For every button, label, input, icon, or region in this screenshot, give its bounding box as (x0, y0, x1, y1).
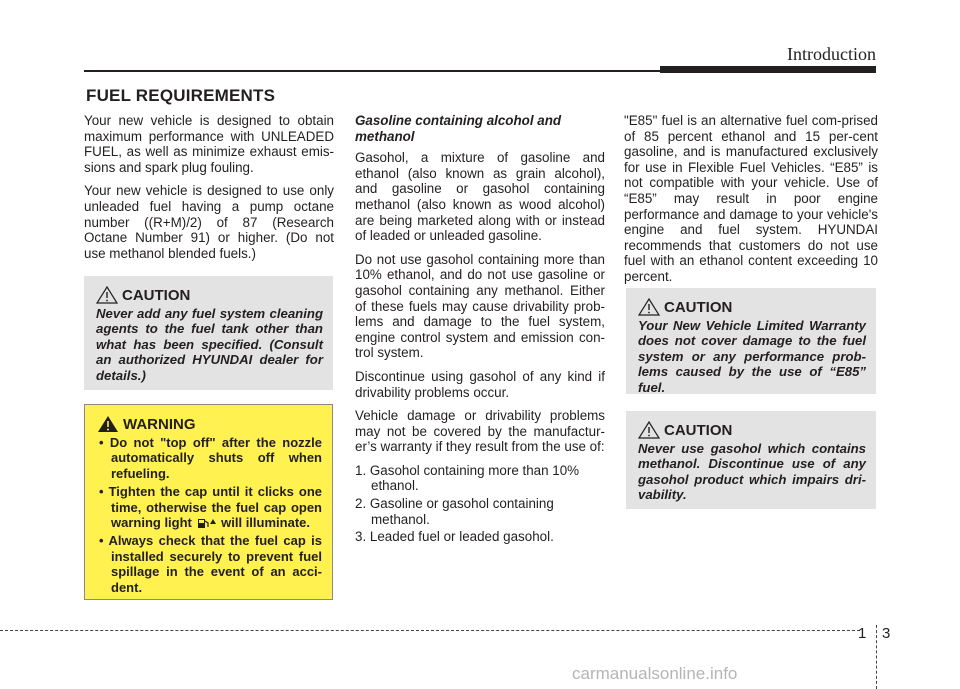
caution-triangle-icon (638, 298, 660, 316)
list-item: 1. Gasohol containing more than 10% ethanol. (355, 462, 580, 494)
caution-triangle-icon (96, 286, 118, 304)
warning-label: WARNING (123, 415, 196, 433)
gasohol-paragraph-2: Do not use gasohol containing more than 10% ethanol, and do not use gasoline or gasohol containing any methanol. Either of these fuels may cause drivability prob-lems and damage to the fuel system, engine control system and emission con-trol system. (355, 251, 605, 361)
caution-text: Never add any fuel system cleaning agents to the fuel tank other than what has been specified. (Consult an authorized HYUNDAI dealer for details.) (96, 306, 323, 383)
section-title: FUEL REQUIREMENTS (86, 86, 276, 105)
fuel-cap-warning-icon (196, 516, 218, 529)
footer-dash-line (0, 630, 860, 631)
warning-item-1: • Do not "top off" after the nozzle automatically shuts off when refueling. (99, 435, 322, 481)
caution-box-2 (626, 288, 876, 394)
gasohol-paragraph-4: Vehicle damage or drivability problems may not be covered by the manufactur-er’s warranty if they result from the use of: (355, 408, 605, 455)
column-3 (624, 113, 878, 293)
caution-header (638, 421, 866, 439)
e85-paragraph: "E85" fuel is an alternative fuel com-prised of 85 percent ethanol and 15 per-cent gasoline, and is manufactured exclusively for use in Flexible Fuel Vehicles. “E85” is not compatible with your vehicle. Use of “E85” may result in poor engine performance and damage to your vehicle's engine and fuel system. HYUNDAI recommends that customers do not use fuel with an ethanol content exceeding 10 percent. (624, 113, 878, 284)
header-title: Introduction (787, 44, 876, 64)
caution-header (638, 298, 866, 316)
gasohol-list (355, 463, 605, 545)
column-1 (84, 113, 334, 269)
column-2 (355, 113, 605, 547)
page-number: 3 (882, 625, 891, 642)
caution-triangle-icon (638, 421, 660, 439)
gasohol-subhead: Gasoline containing alcohol and methanol (355, 113, 562, 144)
gasohol-paragraph-3: Discontinue using gasohol of any kind if drivability problems occur. (355, 368, 605, 400)
intro-paragraph-1: Your new vehicle is designed to obtain maximum performance with UNLEADED FUEL, as well as minimize exhaust emis-sions and spark plug fouling. (84, 113, 334, 175)
caution-label: CAUTION (664, 421, 733, 439)
footer-vertical-dash (876, 625, 877, 689)
caution-label: CAUTION (122, 286, 191, 304)
caution-label: CAUTION (664, 298, 733, 316)
caution-box-1 (84, 276, 333, 390)
caution-header (96, 286, 323, 304)
watermark: carmanualsonline.info (572, 664, 738, 683)
intro-paragraph-2: Your new vehicle is designed to use only unleaded fuel having a pump octane number ((R+M)/2) of 87 (Research Octane Number 91) or higher. (Do not use methanol blended fuels.) (84, 183, 334, 261)
caution-text: Never use gasohol which contains methanol. Discontinue use of any gasohol product which impairs dri-vability. (638, 441, 866, 503)
caution-text: Your New Vehicle Limited Warranty does not cover damage to the fuel system or any performance prob-lems caused by the use of “E85” fuel. (638, 318, 866, 395)
warning-triangle-icon (97, 415, 119, 433)
caution-box-3 (626, 411, 876, 509)
gasohol-paragraph-1: Gasohol, a mixture of gasoline and ethanol (also known as grain alcohol), and gasoline or gasohol containing methanol (also known as wood alcohol) are being marketed along with or instead of leaded or unleaded gasoline. (355, 150, 605, 244)
warning-header (97, 415, 322, 433)
warning-box (84, 404, 333, 600)
chapter-number: 1 (858, 625, 867, 642)
list-item: 3. Leaded fuel or leaded gasohol. (355, 529, 554, 545)
list-item: 2. Gasoline or gasohol containing methanol. (355, 496, 554, 527)
header-rule (84, 70, 876, 72)
warning-list (97, 435, 322, 595)
warning-item-3: • Always check that the fuel cap is installed securely to prevent fuel spillage in the event of an acci-dent. (99, 533, 322, 595)
warning-item-2: • Tighten the cap until it clicks one time, otherwise the fuel cap open warning light will illuminate. (99, 484, 323, 531)
